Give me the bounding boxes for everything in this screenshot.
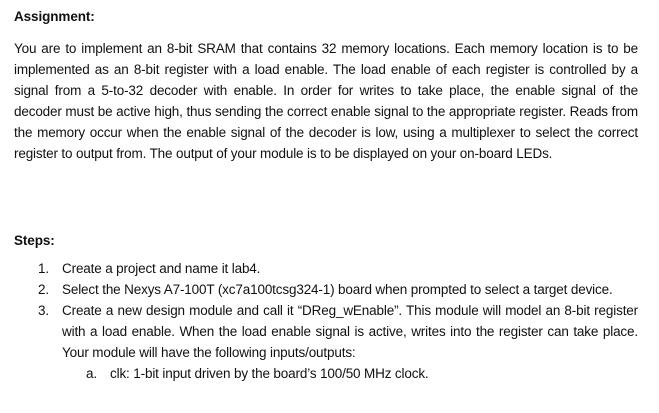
step-3a-text: clk: 1-bit input driven by the board’s 100/50 MHz clock. (110, 365, 429, 381)
step-2-text: Select the Nexys A7-100T (xc7a100tcsg324-1) board when prompted to select a target device. (62, 281, 613, 297)
step-3-sublist (62, 364, 638, 385)
steps-list (38, 259, 638, 384)
assignment-description: You are to implement an 8-bit SRAM that contains 32 memory locations. Each memory location is to be implemented as an 8-bit register with a load enable. The load enable of each register is controlled by a signal from a 5-to-32 decoder with enable. In order for writes to take place, the enable signal of the decoder must be active high, thus sending the correct enable signal to the appropriate register. Reads from the memory occur when the enable signal of the decoder is low, using a multiplexer to select the correct register to output from. The output of your module is to be displayed on your on-board LEDs. (14, 41, 638, 161)
step-1-number: 1. (38, 261, 49, 276)
step-3-number: 3. (38, 302, 49, 318)
assignment-heading: Assignment: (14, 9, 95, 24)
step-2 (38, 280, 638, 301)
step-3-text: Create a new design module and call it “DReg_wEnable”. This module will model an 8-bit register with a load enable. When the load enable signal is active, writes into the register can take place. Your module will have the following inputs/outputs: (62, 302, 638, 360)
step-1-text: Create a project and name it lab4. (62, 261, 261, 276)
steps-heading: Steps: (14, 233, 55, 248)
step-3a (86, 364, 638, 385)
step-2-number: 2. (38, 281, 49, 297)
step-3a-letter: a. (86, 365, 97, 381)
step-1 (38, 259, 638, 280)
step-3 (38, 301, 638, 385)
